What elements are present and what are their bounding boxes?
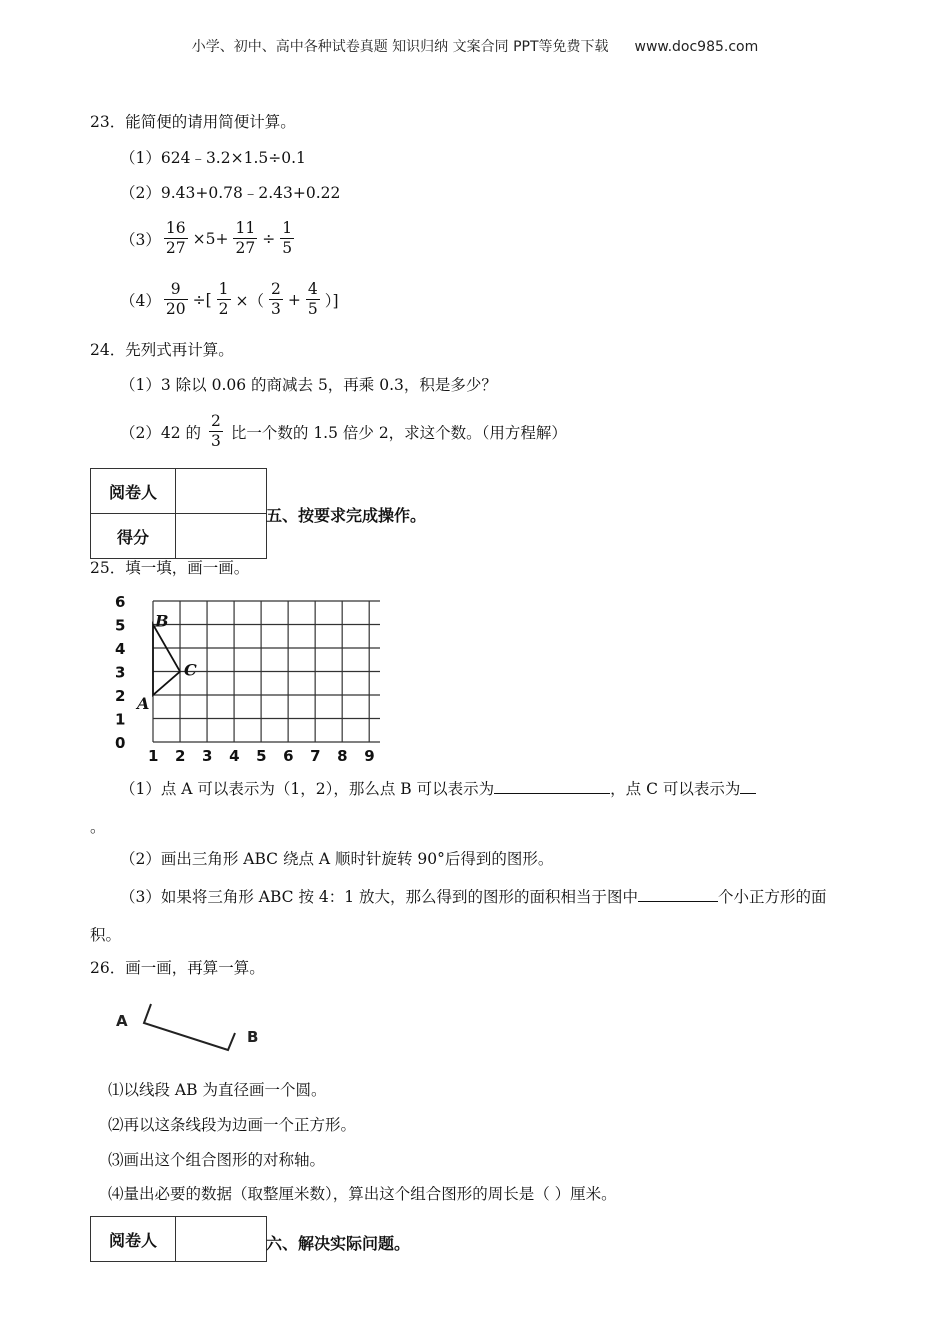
fraction — [209, 412, 223, 451]
score-box — [90, 468, 267, 559]
answer-blank-c[interactable] — [740, 779, 756, 794]
denominator: 20 — [165, 300, 186, 318]
denominator: 5 — [307, 300, 318, 318]
q23-part4-label: （4） — [120, 291, 161, 310]
point-label-c: C — [184, 660, 197, 680]
header-site: www.doc985.com — [634, 39, 759, 55]
reviewer-label: 阅卷人 — [91, 1217, 176, 1262]
q25-part1-text-b: ，点 C 可以表示为 — [610, 780, 741, 798]
numerator: 2 — [211, 412, 221, 430]
fraction — [164, 219, 188, 258]
answer-blank-b[interactable] — [494, 779, 610, 794]
point-label-a: A — [137, 694, 150, 713]
q26-title: 26．画一画，再算一算。 — [90, 959, 265, 977]
x-tick-label: 6 — [283, 747, 294, 765]
denominator: 3 — [211, 432, 221, 450]
segment-ab — [144, 1004, 235, 1050]
q26-part1: ⑴以线段 AB 为直径画一个圆。 — [108, 1081, 327, 1099]
score-cell[interactable] — [176, 514, 267, 559]
x-tick-label: 7 — [310, 747, 321, 765]
point-label-b: B — [155, 611, 169, 631]
numerator: 9 — [170, 280, 181, 298]
point-a-label: A — [116, 1012, 128, 1030]
q25-part3-text-a: （3）如果将三角形 ABC 按 4：1 放大，那么得到的图形的面积相当于图中 — [120, 888, 639, 906]
operator: ）] — [324, 291, 339, 310]
y-tick-label: 1 — [115, 710, 126, 729]
q26-part2: ⑵再以这条线段为边画一个正方形。 — [108, 1116, 357, 1134]
q23-part2: （2）9.43+0.78﹣2.43+0.22 — [120, 184, 341, 202]
point-b-label: B — [247, 1028, 259, 1046]
q25-part2: （2）画出三角形 ABC 绕点 A 顺时针旋转 90°后得到的图形。 — [120, 850, 554, 868]
triangle-abc — [153, 625, 180, 696]
score-label: 得分 — [91, 514, 176, 559]
numerator: 16 — [165, 219, 186, 237]
section-title: 五、按要求完成操作。 — [266, 506, 427, 525]
header-text: 小学、初中、高中各种试卷真题 知识归纳 文案合同 PPT等免费下载 — [191, 39, 609, 55]
q24-part2 — [120, 412, 567, 451]
answer-blank-squares[interactable] — [638, 887, 718, 902]
operator: ×5+ — [192, 229, 229, 248]
coordinate-grid — [110, 590, 380, 770]
q25-part3-text-b: 个小正方形的面 — [718, 888, 827, 906]
denominator: 27 — [235, 239, 256, 257]
y-tick-label: 6 — [115, 593, 126, 611]
x-tick-label: 4 — [229, 747, 240, 765]
denominator: 3 — [271, 300, 281, 318]
numerator: 2 — [271, 280, 281, 298]
score-box-2 — [90, 1216, 267, 1262]
denominator: 2 — [218, 300, 229, 318]
y-tick-label: 3 — [115, 663, 126, 682]
q26-part4: ⑷量出必要的数据（取整厘米数），算出这个组合图形的周长是（ ）厘米。 — [108, 1185, 617, 1203]
q24-title: 24．先列式再计算。 — [90, 341, 234, 359]
x-tick-label: 3 — [202, 747, 213, 765]
denominator: 5 — [282, 239, 293, 257]
fraction — [217, 280, 231, 319]
q25-part1-text-a: （1）点 A 可以表示为（1，2），那么点 B 可以表示为 — [120, 780, 495, 798]
numerator: 4 — [307, 280, 318, 298]
y-tick-label: 4 — [115, 640, 126, 658]
fraction — [280, 219, 294, 258]
reviewer-label: 阅卷人 — [91, 469, 176, 514]
q23-part3 — [120, 219, 297, 258]
reviewer-cell[interactable] — [176, 1217, 267, 1262]
y-tick-label: 0 — [115, 734, 126, 752]
operator: ÷ — [262, 229, 276, 248]
operator: + — [287, 290, 301, 309]
q24-part2-pre: （2）42 的 — [120, 423, 202, 442]
page-header — [0, 36, 950, 56]
segment-ab-figure — [110, 998, 270, 1058]
x-tick-label: 8 — [337, 747, 348, 765]
y-tick-label: 5 — [115, 616, 126, 635]
y-tick-label: 2 — [115, 687, 126, 705]
q23-part4 — [120, 280, 341, 319]
x-tick-label: 5 — [256, 747, 267, 765]
denominator: 27 — [165, 239, 186, 257]
operator: ÷[ — [192, 290, 212, 309]
q26-part3: ⑶画出这个组合图形的对称轴。 — [108, 1151, 326, 1169]
x-tick-label: 9 — [364, 747, 375, 765]
q24-part2-post: 比一个数的 1.5 倍少 2，求这个数。（用方程解） — [230, 423, 567, 442]
q25-part1-end: 。 — [90, 818, 106, 836]
numerator: 11 — [235, 219, 256, 237]
numerator: 1 — [282, 219, 293, 237]
q25-part3-end: 积。 — [90, 926, 122, 944]
section-title-2: 六、解决实际问题。 — [266, 1234, 411, 1253]
fraction — [233, 219, 257, 258]
fraction — [306, 280, 320, 319]
numerator: 1 — [218, 280, 229, 298]
q23-part1: （1）624﹣3.2×1.5÷0.1 — [120, 149, 306, 167]
q23-title: 23．能简便的请用简便计算。 — [90, 113, 296, 131]
q25-title: 25．填一填，画一画。 — [90, 559, 250, 577]
fraction — [269, 280, 283, 319]
operator: ×（ — [235, 291, 265, 310]
x-tick-label: 1 — [148, 747, 159, 765]
q25-part3 — [120, 887, 827, 907]
q24-part1: （1）3 除以 0.06 的商减去 5，再乘 0.3，积是多少？ — [120, 376, 497, 394]
fraction — [164, 280, 188, 319]
q25-part1 — [120, 779, 756, 799]
x-tick-label: 2 — [175, 747, 186, 765]
reviewer-cell[interactable] — [176, 469, 267, 514]
q23-part3-label: （3） — [120, 230, 161, 249]
